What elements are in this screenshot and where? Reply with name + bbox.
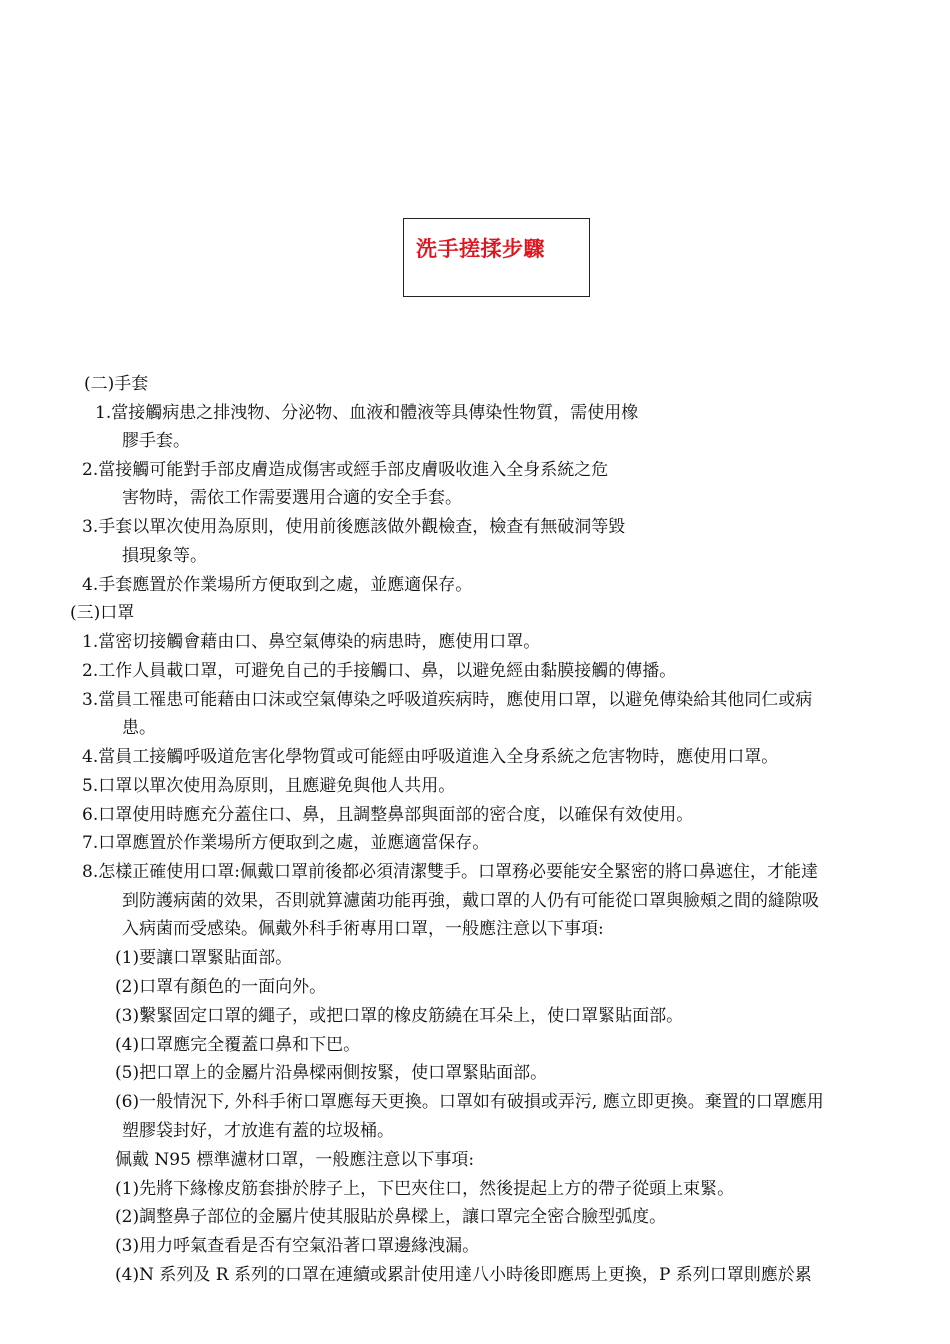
list-item: 2.當接觸可能對手部皮膚造成傷害或經手部皮膚吸收進入全身系統之危 xyxy=(82,460,609,480)
sub-list-item: (3)用力呼氣查看是否有空氣沿著口罩邊緣洩漏。 xyxy=(115,1236,480,1256)
list-item: 7.口罩應置於作業場所方便取到之處，並應適當保存。 xyxy=(82,833,490,853)
page-title: 洗手搓揉步驟 xyxy=(416,236,545,261)
sub-list-item-continuation: 塑膠袋封好，才放進有蓋的垃圾桶。 xyxy=(122,1121,394,1141)
list-item: 5.口罩以單次使用為原則，且應避免與他人共用。 xyxy=(82,776,456,796)
sub-list-item: (6)一般情況下, 外科手術口罩應每天更換。口罩如有破損或弄污, 應立即更換。棄置的口罩應用 xyxy=(115,1092,824,1112)
sub-list-item: (2)調整鼻子部位的金屬片使其服貼於鼻樑上，讓口罩完全密合臉型弧度。 xyxy=(115,1207,667,1227)
list-item: 4.手套應置於作業場所方便取到之處，並應適保存。 xyxy=(82,575,473,595)
title-box xyxy=(403,218,590,297)
list-item: 8.怎樣正確使用口罩:佩戴口罩前後都必須清潔雙手。口罩務必要能安全緊密的將口鼻遮住，才能達 xyxy=(82,862,818,882)
sub-list-item: (2)口罩有顏色的一面向外。 xyxy=(115,977,327,997)
list-item-continuation: 膠手套。 xyxy=(122,431,190,451)
section-heading-masks: (三)口罩 xyxy=(70,603,135,623)
list-item: 4.當員工接觸呼吸道危害化學物質或可能經由呼吸道進入全身系統之危害物時，應使用口罩。 xyxy=(82,747,779,767)
sub-list-item: (3)繫緊固定口罩的繩子，或把口罩的橡皮筋繞在耳朵上，使口罩緊貼面部。 xyxy=(115,1006,684,1026)
list-item-continuation: 患。 xyxy=(122,718,156,738)
list-item: 2.工作人員載口罩，可避免自己的手接觸口、鼻，以避免經由黏膜接觸的傳播。 xyxy=(82,661,677,681)
sub-list-item: (4)口罩應完全覆蓋口鼻和下巴。 xyxy=(115,1035,361,1055)
sub-heading-n95: 佩戴 N95 標準濾材口罩，一般應注意以下事項: xyxy=(115,1150,475,1170)
sub-list-item: (5)把口罩上的金屬片沿鼻樑兩側按緊，使口罩緊貼面部。 xyxy=(115,1063,548,1083)
list-item: 3.手套以單次使用為原則，使用前後應該做外觀檢查，檢查有無破洞等毀 xyxy=(82,517,626,537)
sub-list-item: (1)先將下緣橡皮筋套掛於脖子上，下巴夾住口，然後提起上方的帶子從頭上束緊。 xyxy=(115,1179,735,1199)
list-item: 1.當密切接觸會藉由口、鼻空氣傳染的病患時，應使用口罩。 xyxy=(82,632,541,652)
sub-list-item: (4)N 系列及 R 系列的口罩在連續或累計使用達八小時後即應馬上更換，P 系列口罩則應於累 xyxy=(115,1265,812,1285)
list-item: 1.當接觸病患之排洩物、分泌物、血液和體液等具傳染性物質，需使用橡 xyxy=(95,403,639,423)
list-item: 3.當員工罹患可能藉由口沫或空氣傳染之呼吸道疾病時，應使用口罩，以避免傳染給其他同仁或病 xyxy=(82,690,813,710)
section-heading-gloves: (二)手套 xyxy=(84,374,149,394)
list-item-continuation: 害物時，需依工作需要選用合適的安全手套。 xyxy=(122,488,462,508)
list-item-continuation: 到防護病菌的效果，否則就算濾菌功能再強，戴口罩的人仍有可能從口罩與臉頰之間的縫隙吸 xyxy=(122,891,819,911)
list-item-continuation: 入病菌而受感染。佩戴外科手術專用口罩，一般應注意以下事項: xyxy=(122,919,604,939)
sub-list-item: (1)要讓口罩緊貼面部。 xyxy=(115,948,293,968)
list-item: 6.口罩使用時應充分蓋住口、鼻，且調整鼻部與面部的密合度，以確保有效使用。 xyxy=(82,805,694,825)
list-item-continuation: 損現象等。 xyxy=(122,546,207,566)
